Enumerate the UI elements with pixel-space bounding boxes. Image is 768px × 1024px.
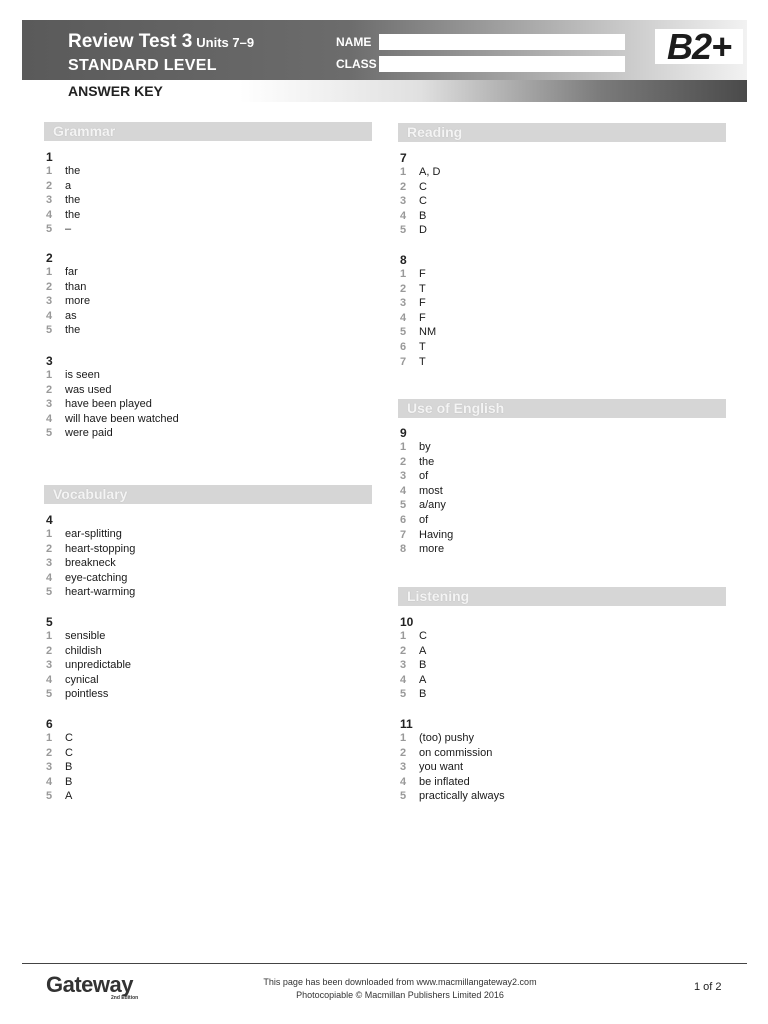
answer-row: 4 will have been watched <box>46 412 179 425</box>
answer-row: 3 have been played <box>46 398 152 411</box>
answer-row: 3 more <box>46 295 91 308</box>
answer-key-bar <box>22 80 747 102</box>
answer-row: 4 be inflated <box>400 775 470 788</box>
footer-divider <box>22 963 747 964</box>
answer-row: 5 practically always <box>400 790 505 803</box>
question-7 <box>400 151 440 238</box>
question-10 <box>400 615 427 702</box>
name-field <box>379 34 625 50</box>
answer-row: 1 ear-splitting <box>46 528 122 540</box>
answer-row: 1 (too) pushy <box>400 732 475 744</box>
answer-row: 4 B <box>400 209 427 222</box>
answer-row: 2 on commission <box>400 746 493 759</box>
answer-row: 4 F <box>400 311 426 324</box>
listening-section-header <box>398 587 726 606</box>
copyright-notice: Photocopiable © Macmillan Publishers Limited 2016 <box>296 990 504 1000</box>
answer-row: 1 C <box>400 630 427 642</box>
question-number: 3 <box>46 354 53 368</box>
question-number: 7 <box>400 151 407 165</box>
answer-row: 4 A <box>400 673 427 686</box>
section-title: Grammar <box>53 123 116 139</box>
answer-row: 4 most <box>400 484 443 497</box>
answer-row: 3 unpredictable <box>46 659 132 672</box>
question-number: 11 <box>400 717 413 731</box>
answer-row: 3 C <box>400 195 427 208</box>
section-title: Use of English <box>407 400 505 416</box>
footer-text <box>230 976 570 1002</box>
answer-row: 2 the <box>400 455 435 468</box>
question-6 <box>46 717 73 804</box>
answer-row: 4 the <box>46 208 81 221</box>
answer-row: 3 the <box>46 194 81 207</box>
answer-row: 1 is seen <box>46 369 100 381</box>
answer-row: 4 cynical <box>46 673 99 686</box>
answer-row: 6 of <box>400 513 429 526</box>
download-notice: This page has been downloaded from www.macmillangateway2.com <box>263 977 537 987</box>
answer-row: 2 than <box>46 280 87 293</box>
answer-row: 5 were paid <box>46 427 113 440</box>
answer-row: 1 A, D <box>400 166 441 178</box>
answer-row: 5 NM <box>400 326 437 339</box>
answer-row: 2 A <box>400 644 427 657</box>
answer-row: 5 A <box>46 790 73 803</box>
section-title: Listening <box>407 588 470 604</box>
question-number: 2 <box>46 251 53 265</box>
section-title: Reading <box>407 124 463 140</box>
question-number: 9 <box>400 426 407 440</box>
answer-row: 3 B <box>46 761 73 774</box>
page-number: 1 of 2 <box>694 981 722 993</box>
answer-row: 1 F <box>400 268 426 280</box>
answer-row: 8 more <box>400 543 445 556</box>
answer-row: 4 B <box>46 775 73 788</box>
answer-row: 2 heart-stopping <box>46 542 136 555</box>
answer-row: 3 F <box>400 297 426 310</box>
question-11 <box>400 717 505 804</box>
units-label: Units 7–9 <box>196 35 255 50</box>
question-number: 10 <box>400 615 414 629</box>
level-badge: B2+ <box>655 29 743 64</box>
gateway-logo: Gateway <box>46 972 133 997</box>
answer-row: 1 by <box>400 441 431 453</box>
test-title: Review Test 3 Units 7–9 <box>68 31 255 52</box>
answer-row: 3 of <box>400 470 429 483</box>
answer-row: 5 heart-warming <box>46 586 136 599</box>
answer-row: 4 as <box>46 309 77 322</box>
name-label: NAME <box>336 35 372 49</box>
answer-row: 2 C <box>400 180 427 193</box>
use-of-english-section-header <box>398 399 726 418</box>
answer-row: 5 D <box>400 224 427 237</box>
answer-row: 6 T <box>400 340 426 353</box>
grammar-section-header <box>44 122 372 141</box>
question-number: 5 <box>46 615 53 629</box>
class-field <box>379 56 625 72</box>
class-label: CLASS <box>336 57 377 71</box>
answer-row: 1 C <box>46 732 73 744</box>
edition-label: 2nd Edition <box>111 995 139 1001</box>
answer-row: 1 far <box>46 266 78 278</box>
answer-row: 4 eye-catching <box>46 571 128 584</box>
question-3 <box>46 354 179 441</box>
question-number: 8 <box>400 253 407 267</box>
answer-row: 5 – <box>46 223 72 236</box>
vocabulary-section-header <box>44 485 372 504</box>
answer-row: 2 a <box>46 179 72 192</box>
answer-row: 2 childish <box>46 644 102 657</box>
answer-row: 3 you want <box>400 761 464 774</box>
question-1 <box>46 150 80 237</box>
answer-key-label: ANSWER KEY <box>68 83 163 99</box>
question-8 <box>400 253 436 369</box>
reading-section-header <box>398 123 726 142</box>
question-2 <box>46 251 90 338</box>
answer-row: 5 a/any <box>400 499 446 512</box>
section-title: Vocabulary <box>53 486 128 502</box>
question-number: 6 <box>46 717 53 731</box>
answer-row: 5 the <box>46 324 81 337</box>
answer-row: 5 B <box>400 688 427 701</box>
question-5 <box>46 615 131 702</box>
answer-row: 2 C <box>46 746 73 759</box>
question-number: 1 <box>46 150 53 164</box>
answer-row: 2 T <box>400 282 426 295</box>
question-4 <box>46 513 135 600</box>
question-9 <box>400 426 453 557</box>
answer-row: 1 sensible <box>46 630 106 642</box>
answer-row: 2 was used <box>46 383 112 396</box>
question-number: 4 <box>46 513 53 527</box>
level-label: STANDARD LEVEL <box>68 57 217 74</box>
answer-row: 5 pointless <box>46 688 109 701</box>
answer-row: 7 T <box>400 355 426 368</box>
answer-row: 1 the <box>46 165 81 177</box>
answer-row: 7 Having <box>400 528 454 541</box>
answer-row: 3 breakneck <box>46 557 116 570</box>
answer-row: 3 B <box>400 659 427 672</box>
